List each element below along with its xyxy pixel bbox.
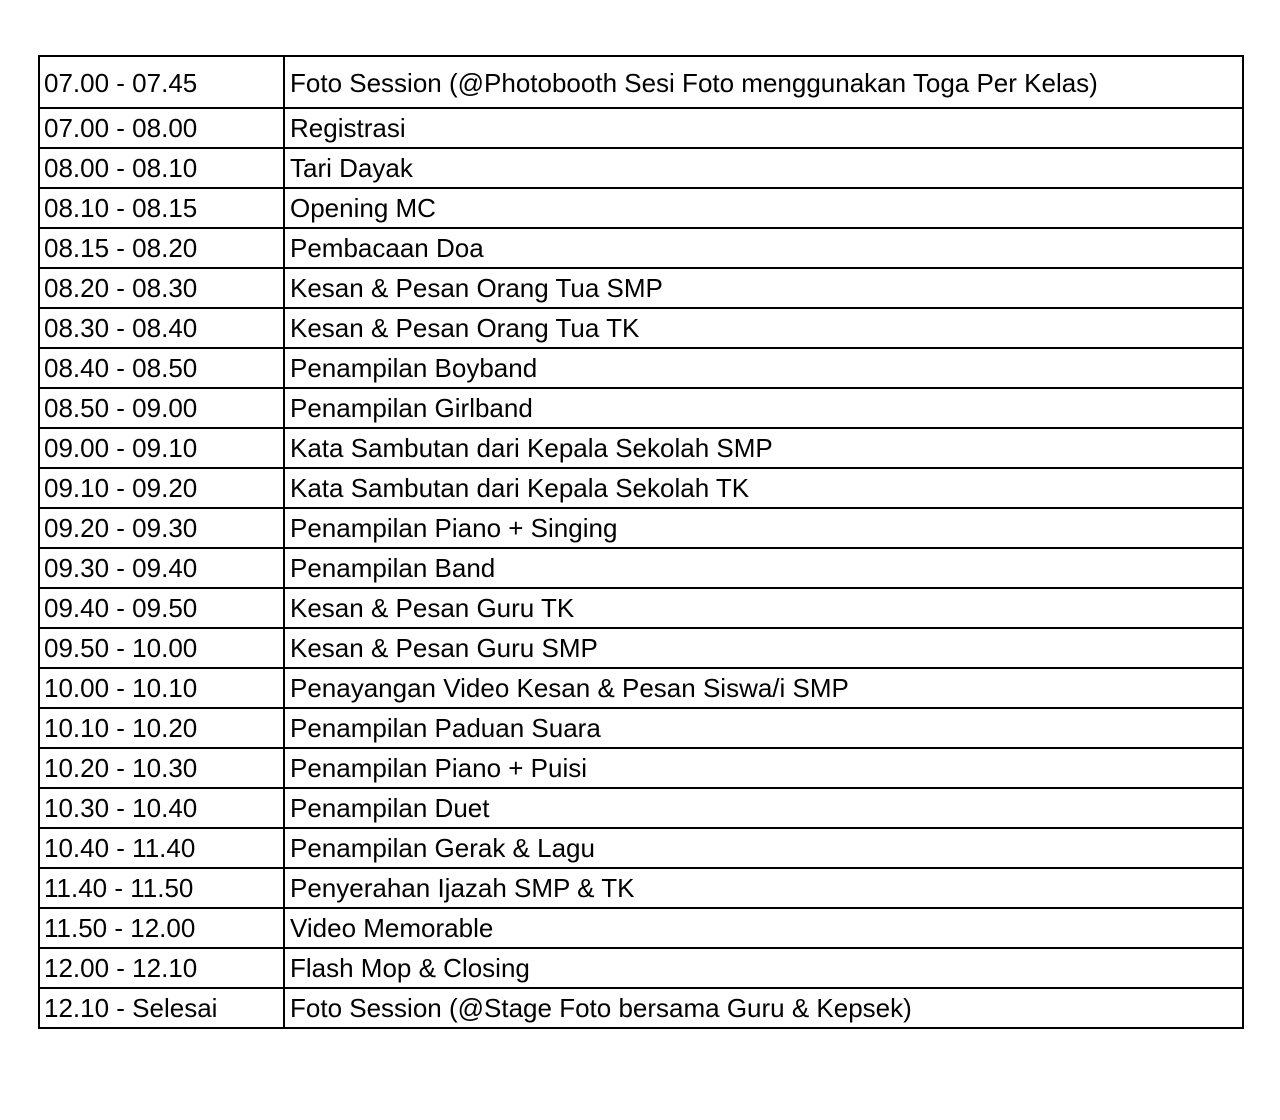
activity-cell: Kesan & Pesan Orang Tua SMP xyxy=(284,268,1243,308)
activity-cell: Registrasi xyxy=(284,108,1243,148)
time-cell: 10.10 - 10.20 xyxy=(39,708,284,748)
table-row xyxy=(39,748,1243,788)
time-cell: 08.40 - 08.50 xyxy=(39,348,284,388)
time-cell: 08.10 - 08.15 xyxy=(39,188,284,228)
activity-cell: Penayangan Video Kesan & Pesan Siswa/i SMP xyxy=(284,668,1243,708)
activity-cell: Penampilan Boyband xyxy=(284,348,1243,388)
time-cell: 09.40 - 09.50 xyxy=(39,588,284,628)
activity-cell: Penampilan Gerak & Lagu xyxy=(284,828,1243,868)
time-cell: 08.20 - 08.30 xyxy=(39,268,284,308)
activity-cell: Penampilan Girlband xyxy=(284,388,1243,428)
activity-cell: Foto Session (@Stage Foto bersama Guru & Kepsek) xyxy=(284,988,1243,1028)
time-cell: 09.10 - 09.20 xyxy=(39,468,284,508)
time-cell: 09.30 - 09.40 xyxy=(39,548,284,588)
time-cell: 08.30 - 08.40 xyxy=(39,308,284,348)
activity-cell: Pembacaan Doa xyxy=(284,228,1243,268)
activity-cell: Kesan & Pesan Guru SMP xyxy=(284,628,1243,668)
activity-cell: Video Memorable xyxy=(284,908,1243,948)
activity-cell: Tari Dayak xyxy=(284,148,1243,188)
table-row xyxy=(39,908,1243,948)
table-row xyxy=(39,548,1243,588)
table-row xyxy=(39,56,1243,108)
time-cell: 07.00 - 07.45 xyxy=(39,56,284,108)
table-row xyxy=(39,268,1243,308)
activity-cell: Penampilan Band xyxy=(284,548,1243,588)
table-row xyxy=(39,868,1243,908)
schedule-table xyxy=(38,55,1244,1029)
time-cell: 08.50 - 09.00 xyxy=(39,388,284,428)
activity-cell: Penampilan Paduan Suara xyxy=(284,708,1243,748)
activity-cell: Penampilan Duet xyxy=(284,788,1243,828)
table-row xyxy=(39,108,1243,148)
time-cell: 11.50 - 12.00 xyxy=(39,908,284,948)
table-row xyxy=(39,788,1243,828)
table-row xyxy=(39,948,1243,988)
time-cell: 12.00 - 12.10 xyxy=(39,948,284,988)
time-cell: 08.00 - 08.10 xyxy=(39,148,284,188)
activity-cell: Penampilan Piano + Puisi xyxy=(284,748,1243,788)
time-cell: 07.00 - 08.00 xyxy=(39,108,284,148)
activity-cell: Opening MC xyxy=(284,188,1243,228)
time-cell: 09.00 - 09.10 xyxy=(39,428,284,468)
time-cell: 12.10 - Selesai xyxy=(39,988,284,1028)
activity-cell: Kesan & Pesan Guru TK xyxy=(284,588,1243,628)
time-cell: 09.50 - 10.00 xyxy=(39,628,284,668)
table-row xyxy=(39,628,1243,668)
activity-cell: Kata Sambutan dari Kepala Sekolah TK xyxy=(284,468,1243,508)
time-cell: 10.30 - 10.40 xyxy=(39,788,284,828)
activity-cell: Kesan & Pesan Orang Tua TK xyxy=(284,308,1243,348)
table-row xyxy=(39,668,1243,708)
table-row xyxy=(39,428,1243,468)
time-cell: 11.40 - 11.50 xyxy=(39,868,284,908)
table-row xyxy=(39,708,1243,748)
time-cell: 09.20 - 09.30 xyxy=(39,508,284,548)
table-row xyxy=(39,348,1243,388)
time-cell: 08.15 - 08.20 xyxy=(39,228,284,268)
table-row xyxy=(39,148,1243,188)
activity-cell: Flash Mop & Closing xyxy=(284,948,1243,988)
table-row xyxy=(39,188,1243,228)
table-row xyxy=(39,588,1243,628)
schedule-body xyxy=(39,56,1243,1028)
time-cell: 10.40 - 11.40 xyxy=(39,828,284,868)
time-cell: 10.00 - 10.10 xyxy=(39,668,284,708)
table-row xyxy=(39,988,1243,1028)
table-row xyxy=(39,228,1243,268)
table-row xyxy=(39,828,1243,868)
time-cell: 10.20 - 10.30 xyxy=(39,748,284,788)
activity-cell: Penampilan Piano + Singing xyxy=(284,508,1243,548)
table-row xyxy=(39,388,1243,428)
table-row xyxy=(39,468,1243,508)
activity-cell: Foto Session (@Photobooth Sesi Foto menggunakan Toga Per Kelas) xyxy=(284,56,1243,108)
table-row xyxy=(39,308,1243,348)
activity-cell: Kata Sambutan dari Kepala Sekolah SMP xyxy=(284,428,1243,468)
activity-cell: Penyerahan Ijazah SMP & TK xyxy=(284,868,1243,908)
table-row xyxy=(39,508,1243,548)
